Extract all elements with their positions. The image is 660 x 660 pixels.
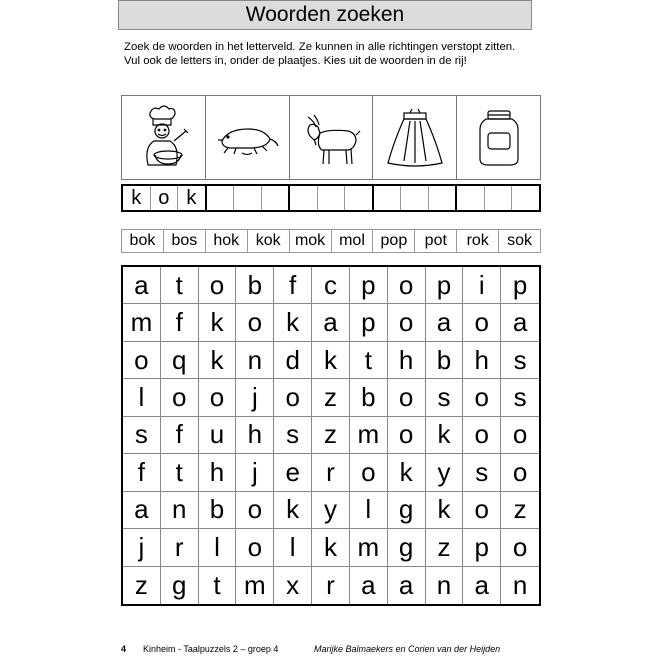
grid-letter[interactable]: m	[350, 529, 388, 566]
grid-letter[interactable]: r	[312, 567, 350, 604]
answer-group	[205, 186, 289, 210]
grid-letter[interactable]: h	[463, 342, 501, 379]
grid-letter[interactable]: o	[463, 379, 501, 416]
answer-letter-box[interactable]: k	[177, 186, 205, 210]
grid-letter[interactable]: o	[350, 454, 388, 491]
grid-letter[interactable]: k	[312, 342, 350, 379]
grid-letter[interactable]: m	[236, 567, 274, 604]
answer-boxes	[121, 184, 541, 212]
grid-letter[interactable]: i	[463, 267, 501, 304]
grid-letter[interactable]: k	[199, 342, 237, 379]
grid-letter[interactable]: o	[236, 492, 274, 529]
grid-letter[interactable]: p	[350, 267, 388, 304]
grid-letter[interactable]: x	[274, 567, 312, 604]
answer-letter-box[interactable]	[207, 186, 234, 210]
grid-letter[interactable]: o	[123, 342, 161, 379]
grid-letter[interactable]: s	[274, 417, 312, 454]
answer-letter-box[interactable]	[261, 186, 289, 210]
grid-letter[interactable]: o	[388, 379, 426, 416]
grid-letter[interactable]: k	[312, 529, 350, 566]
grid-letter[interactable]: l	[274, 529, 312, 566]
grid-letter[interactable]: b	[426, 342, 464, 379]
grid-letter[interactable]: a	[388, 567, 426, 604]
picture-cell	[122, 96, 205, 179]
grid-letter[interactable]: s	[123, 417, 161, 454]
grid-letter[interactable]: a	[312, 304, 350, 341]
instructions: Zoek de woorden in het letterveld. Ze kunnen in alle richtingen verstopt zitten. Vul ook de letters in, onder de plaatjes. Kies uit de woorden in de rij!	[124, 41, 516, 67]
grid-letter[interactable]: s	[463, 454, 501, 491]
answer-group	[372, 186, 456, 210]
picture-cell	[456, 96, 540, 179]
answer-group	[123, 186, 205, 210]
grid-letter[interactable]: j	[123, 529, 161, 566]
grid-letter[interactable]: n	[236, 342, 274, 379]
word-bank-item: rok	[456, 230, 498, 252]
picture-row	[121, 95, 541, 180]
grid-letter[interactable]: a	[426, 304, 464, 341]
grid-letter[interactable]: u	[199, 417, 237, 454]
word-bank-item: bok	[129, 232, 156, 249]
page-title: Woorden zoeken	[118, 0, 532, 30]
grid-letter[interactable]: m	[350, 417, 388, 454]
grid-letter[interactable]: o	[388, 417, 426, 454]
grid-letter[interactable]: o	[463, 417, 501, 454]
grid-letter[interactable]: s	[501, 379, 539, 416]
answer-letter-box[interactable]	[317, 186, 345, 210]
grid-letter[interactable]: f	[123, 454, 161, 491]
grid-letter[interactable]: o	[501, 417, 539, 454]
picture-cell	[205, 96, 289, 179]
answer-letter-box[interactable]	[511, 186, 539, 210]
grid-letter[interactable]: s	[426, 379, 464, 416]
word-bank-item: kok	[247, 230, 289, 252]
skirt-icon	[380, 103, 450, 173]
grid-letter[interactable]: a	[463, 567, 501, 604]
grid-letter[interactable]: k	[274, 304, 312, 341]
grid-letter[interactable]: r	[312, 454, 350, 491]
grid-letter[interactable]: t	[161, 454, 199, 491]
grid-letter[interactable]: h	[199, 454, 237, 491]
grid-letter[interactable]: d	[274, 342, 312, 379]
cook-icon	[128, 103, 198, 173]
answer-letter-box[interactable]	[400, 186, 428, 210]
grid-letter[interactable]: o	[236, 304, 274, 341]
grid-letter[interactable]: o	[501, 529, 539, 566]
grid-letter[interactable]: k	[426, 417, 464, 454]
mole-icon	[212, 103, 282, 173]
grid-letter[interactable]: p	[426, 267, 464, 304]
picture-cell	[289, 96, 373, 179]
grid-letter[interactable]: t	[161, 267, 199, 304]
grid-letter[interactable]: k	[274, 492, 312, 529]
grid-letter[interactable]: l	[199, 529, 237, 566]
grid-letter[interactable]: k	[426, 492, 464, 529]
grid-letter[interactable]: p	[501, 267, 539, 304]
grid-letter[interactable]: o	[274, 379, 312, 416]
word-bank-item: sok	[498, 230, 540, 252]
answer-group	[455, 186, 539, 210]
grid-letter[interactable]: f	[274, 267, 312, 304]
grid-letter[interactable]: n	[512, 569, 528, 600]
answer-letter-box[interactable]	[428, 186, 456, 210]
footer-right: Marijke Balmaekers en Corien van der Heijden	[314, 644, 501, 654]
grid-letter[interactable]: f	[161, 417, 199, 454]
grid-letter[interactable]: a	[123, 267, 161, 304]
grid-letter[interactable]: m	[123, 304, 161, 341]
letter-grid	[121, 265, 541, 606]
grid-letter[interactable]: h	[388, 342, 426, 379]
word-bank-item: mol	[331, 230, 373, 252]
grid-letter[interactable]: g	[388, 492, 426, 529]
grid-letter[interactable]: a	[501, 304, 539, 341]
grid-letter[interactable]: p	[350, 304, 388, 341]
grid-letter[interactable]: z	[501, 492, 539, 529]
grid-letter[interactable]: r	[161, 529, 199, 566]
answer-letter-box[interactable]: o	[150, 186, 178, 210]
word-bank	[121, 229, 541, 253]
grid-letter[interactable]: h	[236, 417, 274, 454]
grid-letter[interactable]: z	[123, 567, 161, 604]
grid-letter[interactable]: a	[123, 492, 161, 529]
grid-letter[interactable]: c	[312, 267, 350, 304]
grid-letter[interactable]: o	[199, 267, 237, 304]
jar-icon	[464, 103, 534, 173]
grid-letter[interactable]: o	[388, 267, 426, 304]
grid-letter[interactable]: y	[426, 454, 464, 491]
answer-letter-box[interactable]	[290, 186, 317, 210]
grid-letter[interactable]: y	[312, 492, 350, 529]
word-bank-item: hok	[205, 230, 247, 252]
answer-letter-box[interactable]	[344, 186, 372, 210]
grid-letter[interactable]: q	[161, 342, 199, 379]
grid-letter[interactable]: n	[426, 567, 464, 604]
grid-letter[interactable]: b	[199, 492, 237, 529]
grid-letter[interactable]: o	[463, 492, 501, 529]
grid-letter[interactable]: o	[199, 379, 237, 416]
grid-letter[interactable]: e	[274, 454, 312, 491]
footer	[0, 642, 660, 660]
grid-letter[interactable]: z	[426, 529, 464, 566]
grid-letter[interactable]: o	[161, 379, 199, 416]
grid-letter[interactable]: a	[350, 567, 388, 604]
grid-letter[interactable]: o	[236, 529, 274, 566]
word-bank-item: pot	[414, 230, 456, 252]
grid-letter[interactable]: k	[199, 304, 237, 341]
grid-letter[interactable]: o	[463, 304, 501, 341]
grid-letter[interactable]: k	[388, 454, 426, 491]
answer-group	[288, 186, 372, 210]
footer-left: Kinheim - Taalpuzzels 2 – groep 4	[143, 644, 279, 654]
grid-letter[interactable]: z	[312, 417, 350, 454]
page-number: 4	[121, 644, 127, 654]
grid-letter[interactable]: g	[161, 567, 199, 604]
grid-letter[interactable]: f	[161, 304, 199, 341]
grid-letter[interactable]: l	[350, 492, 388, 529]
grid-letter[interactable]: g	[388, 529, 426, 566]
answer-letter-box[interactable]	[233, 186, 261, 210]
answer-letter-box[interactable]	[374, 186, 401, 210]
word-bank-item: bos	[163, 230, 205, 252]
answer-letter-box[interactable]	[457, 186, 484, 210]
grid-letter[interactable]: b	[350, 379, 388, 416]
grid-letter[interactable]: s	[501, 342, 539, 379]
grid-letter[interactable]: t	[350, 342, 388, 379]
grid-letter[interactable]: b	[236, 267, 274, 304]
grid-letter[interactable]: n	[161, 492, 199, 529]
grid-letter[interactable]: j	[236, 379, 274, 416]
grid-letter[interactable]: j	[236, 454, 274, 491]
answer-letter-box[interactable]	[484, 186, 512, 210]
grid-letter[interactable]: p	[463, 529, 501, 566]
picture-cell	[372, 96, 456, 179]
goat-icon	[296, 103, 366, 173]
answer-letter-box[interactable]: k	[131, 186, 142, 209]
word-bank-item: pop	[372, 230, 414, 252]
grid-letter[interactable]: o	[388, 304, 426, 341]
grid-letter[interactable]: t	[199, 567, 237, 604]
word-bank-item: mok	[289, 230, 331, 252]
grid-letter[interactable]: o	[501, 454, 539, 491]
grid-letter[interactable]: l	[123, 379, 161, 416]
grid-letter[interactable]: z	[312, 379, 350, 416]
